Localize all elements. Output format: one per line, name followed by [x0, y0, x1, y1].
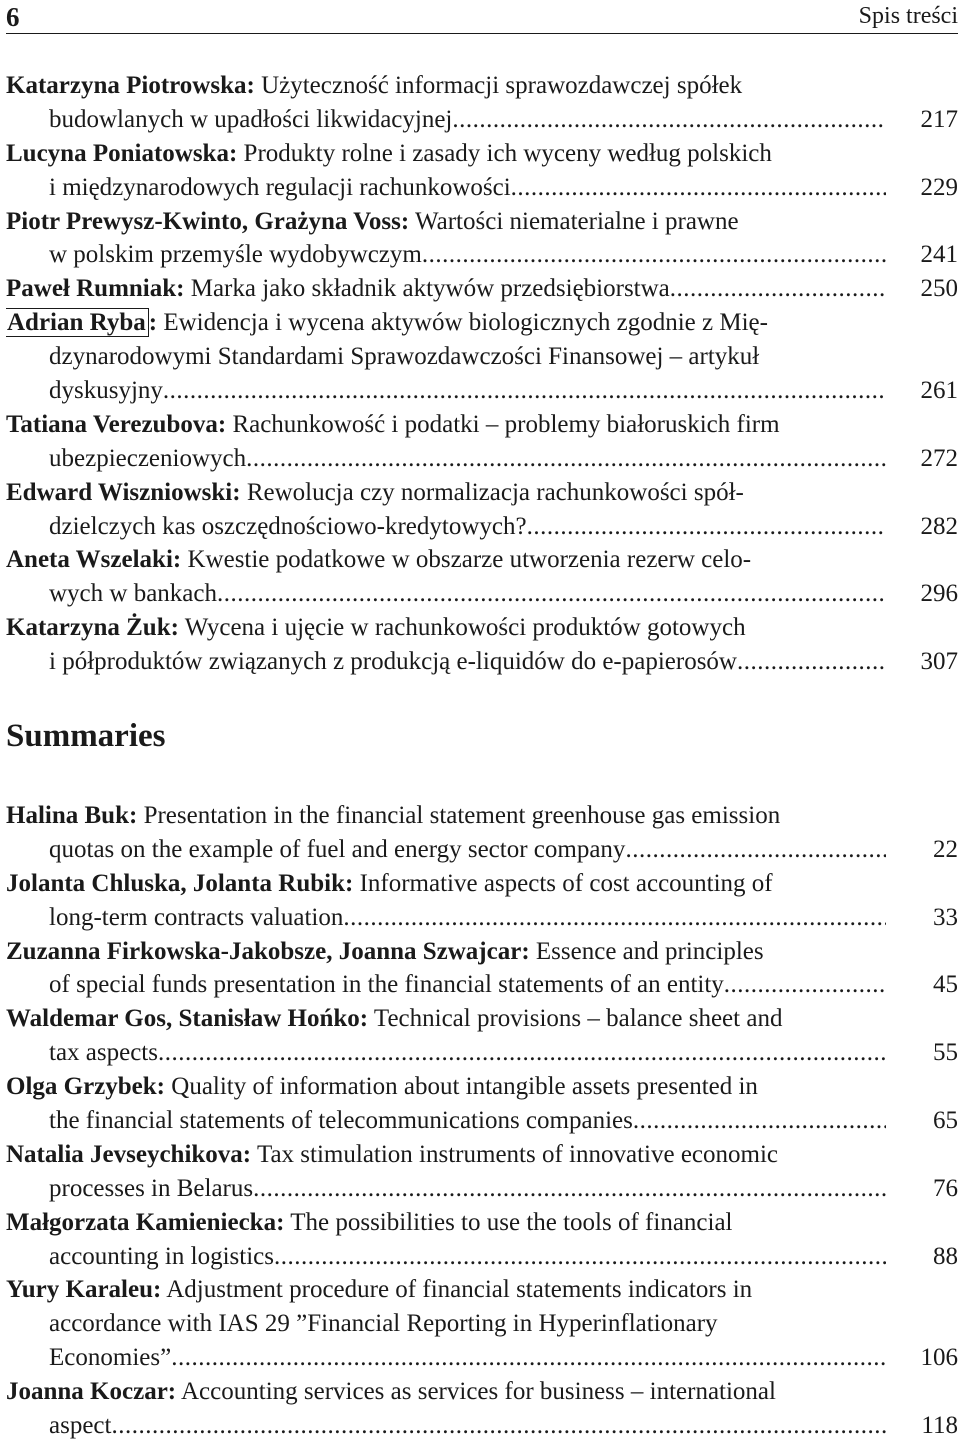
dot-leader	[452, 103, 886, 137]
toc-entry-line	[6, 103, 886, 137]
toc-entry-title-text: wych w bankach	[49, 580, 217, 608]
toc-entry-line	[6, 408, 886, 442]
toc-entry-title-text: Użyteczność informacji sprawozdawczej spółek	[261, 72, 743, 99]
toc-entry-line	[6, 543, 886, 577]
toc-entry-page-number: 106	[920, 1344, 958, 1372]
dot-leader	[171, 1341, 886, 1375]
toc-entry-line	[6, 137, 886, 171]
toc-entry-title-text: the financial statements of telecommunications companies	[49, 1107, 633, 1135]
toc-entry-line	[6, 1002, 886, 1036]
toc-entry-line	[6, 476, 886, 510]
dot-leader	[527, 510, 886, 544]
dot-leader	[511, 171, 886, 205]
toc-entry-line	[6, 935, 886, 969]
toc-entry-line	[6, 799, 886, 833]
toc-entry-line	[6, 1138, 886, 1172]
toc-entry-line	[6, 833, 886, 867]
toc-entry-line	[6, 1172, 886, 1206]
toc-entry-line	[6, 442, 886, 476]
dot-leader	[253, 1172, 886, 1206]
toc-entry-title-text: quotas on the example of fuel and energy sector company	[49, 835, 626, 863]
header-rule	[6, 33, 958, 34]
toc-entry-page-number: 118	[921, 1412, 958, 1440]
toc-entry-author: Zuzanna Firkowska-Jakobsze, Joanna Szwajcar:	[6, 937, 530, 965]
toc-entry-line	[6, 611, 886, 645]
toc-entry	[6, 611, 958, 679]
dot-leader	[246, 442, 886, 476]
toc-entry-title-text: Ewidencja i wycena aktywów biologicznych zgodnie z Mię-	[163, 309, 768, 337]
toc-entry-title-text: Wartości niematerialne i prawne	[415, 207, 739, 235]
toc-entry-title-text: Rewolucja czy normalizacja rachunkowości spół-	[246, 478, 744, 506]
toc-entry-title-text: Kwestie podatkowe w obszarze utworzenia rezerw celo-	[187, 546, 752, 574]
toc-entry-line	[6, 171, 886, 205]
toc-entry-line	[6, 1036, 886, 1070]
toc-entry	[6, 543, 958, 611]
toc-entry	[6, 137, 958, 205]
toc-entry-line	[6, 645, 886, 679]
toc-entry	[6, 69, 958, 137]
page-number: 6	[6, 2, 20, 32]
summaries-heading: Summaries	[6, 718, 166, 754]
toc-entry-title-text: w polskim przemyśle wydobywczym	[49, 241, 422, 269]
toc-entry-title-text: i półproduktów związanych z produkcją e-liquidów do e-papierosów	[49, 648, 737, 676]
toc-entry-page-number: 241	[920, 241, 958, 269]
toc-entry-line	[6, 1341, 886, 1375]
toc-entry-title-text: Economies”	[49, 1344, 172, 1372]
toc-entry-title-text: dyskusyjny	[49, 377, 163, 405]
toc-entry-title-text: Quality of information about intangible assets presented in	[171, 1073, 758, 1101]
toc-entry-line	[6, 1240, 886, 1274]
toc-entry-line	[6, 867, 886, 901]
toc-entry-title-text: accordance with IAS 29 ”Financial Reporting in Hyperinflationary	[49, 1310, 718, 1338]
dot-leader	[343, 901, 886, 935]
toc-entry-title-text: Marka jako składnik aktywów przedsiębiorstwa	[190, 275, 670, 303]
toc-entry	[6, 799, 958, 867]
toc-entry	[6, 1070, 958, 1138]
toc-entry-line	[6, 577, 886, 611]
dot-leader	[422, 238, 886, 272]
toc-entry-line	[6, 1206, 886, 1240]
dot-leader	[625, 833, 886, 867]
toc-entry-page-number: 65	[933, 1107, 958, 1135]
dot-leader	[724, 968, 886, 1002]
toc-entry-title-text: The possibilities to use the tools of financial	[290, 1208, 733, 1236]
toc-entry-title-text: accounting in logistics	[49, 1242, 274, 1270]
toc-entry-title-text: Wycena i ujęcie w rachunkowości produktów gotowych	[184, 614, 746, 642]
toc-entry-page-number: 33	[933, 903, 958, 931]
toc-entry-title-text: Rachunkowość i podatki – problemy białoruskich firm	[232, 410, 780, 438]
toc-entry-line	[6, 1375, 886, 1409]
toc-entry	[6, 1206, 958, 1274]
toc-entry-line	[6, 272, 886, 306]
toc-entry-line	[6, 340, 886, 374]
toc-entry	[6, 1002, 958, 1070]
toc-entry-title-text: Tax stimulation instruments of innovative economic	[256, 1140, 779, 1168]
toc-entry-line	[6, 1070, 886, 1104]
toc-entry-page-number: 76	[933, 1174, 958, 1202]
toc-entry-page-number: 88	[933, 1242, 958, 1270]
toc-entry-page-number: 55	[933, 1039, 958, 1067]
dot-leader	[274, 1240, 886, 1274]
toc-entry-line	[6, 1273, 886, 1307]
toc-entry-author: Olga Grzybek:	[6, 1073, 166, 1101]
dot-leader	[633, 1104, 886, 1138]
dot-leader	[737, 645, 886, 679]
toc-entry	[6, 205, 958, 273]
toc-entry	[6, 408, 958, 476]
toc-entry	[6, 867, 958, 935]
toc-entry-title-text: tax aspects	[49, 1039, 158, 1067]
toc-entry-author-suffix: :	[148, 309, 158, 337]
toc-entry-author: Paweł Rumniak:	[6, 275, 185, 303]
toc-entry-author: Lucyna Poniatowska:	[6, 139, 238, 167]
toc-entry-author: Piotr Prewysz-Kwinto, Grażyna Voss:	[6, 207, 410, 235]
running-title: Spis treści	[858, 3, 958, 29]
toc-entry-author: Małgorzata Kamieniecka:	[6, 1208, 285, 1236]
dot-leader	[670, 272, 886, 306]
toc-entry-line	[6, 1307, 886, 1341]
toc-entry-page-number: 250	[920, 275, 958, 303]
toc-entry-page-number: 282	[920, 512, 958, 540]
toc-entry-author: Edward Wiszniowski:	[6, 478, 241, 506]
toc-entry-page-number: 296	[920, 580, 958, 608]
dot-leader	[158, 1036, 886, 1070]
toc-entry-line	[6, 238, 886, 272]
toc-entry	[6, 476, 958, 544]
toc-entry-title-text: of special funds presentation in the financial statements of an entity	[49, 971, 724, 999]
toc-entry-title-text: dzielczych kas oszczędnościowo-kredytowych?	[49, 512, 527, 540]
toc-entry-page-number: 217	[920, 105, 958, 133]
toc-entry-title-text: ubezpieczeniowych	[49, 444, 247, 472]
toc-entry-title-text: aspect	[49, 1412, 112, 1440]
dot-leader	[217, 577, 886, 611]
toc-entry-title-text: Technical provisions – balance sheet and	[373, 1005, 783, 1033]
toc-polish-section	[6, 69, 958, 679]
toc-entry-title-text: Accounting services as services for business – international	[181, 1378, 776, 1406]
toc-entry-line	[6, 374, 886, 408]
toc-entry-page-number: 45	[933, 971, 958, 999]
toc-entry-line	[6, 69, 886, 103]
toc-entry-title-text: i międzynarodowych regulacji rachunkowości	[49, 173, 511, 201]
running-header	[6, 2, 958, 34]
toc-entry-author: Aneta Wszelaki:	[6, 546, 182, 574]
toc-entry-author: Yury Karaleu:	[6, 1276, 162, 1304]
toc-entry-author: Tatiana Verezubova:	[6, 410, 227, 438]
toc-entry-author: Adrian Ryba	[6, 308, 149, 337]
toc-entry-line	[6, 1104, 886, 1138]
toc-entry-title-text: Essence and principles	[535, 937, 764, 965]
toc-entry-author: Natalia Jevseychikova:	[6, 1140, 252, 1168]
toc-entry-title-text: long-term contracts valuation	[49, 903, 344, 931]
toc-entry-author: Jolanta Chluska, Jolanta Rubik:	[6, 869, 354, 897]
toc-summaries-section	[6, 799, 958, 1443]
toc-entry-line	[6, 968, 886, 1002]
toc-entry	[6, 935, 958, 1003]
toc-entry-page-number: 307	[920, 648, 958, 676]
toc-entry-line	[6, 510, 886, 544]
toc-entry-author: Joanna Koczar:	[6, 1378, 177, 1406]
toc-entry	[6, 1273, 958, 1375]
toc-entry-page-number: 272	[920, 444, 958, 472]
toc-entry-page-number: 22	[933, 835, 958, 863]
toc-entry-title-text: Informative aspects of cost accounting of	[359, 869, 773, 897]
toc-entry-line	[6, 901, 886, 935]
toc-entry-line	[6, 205, 886, 239]
toc-entry-title-text: Presentation in the financial statement greenhouse gas emission	[143, 802, 781, 829]
toc-entry-title-text: dzynarodowymi Standardami Sprawozdawczości Finansowej – artykuł	[49, 343, 760, 371]
toc-entry-title-text: Produkty rolne i zasady ich wyceny według polskich	[243, 139, 772, 167]
toc-entry-line	[6, 306, 886, 340]
toc-entry-title-text: processes in Belarus	[49, 1174, 254, 1202]
toc-entry-title-text: Adjustment procedure of financial statements indicators in	[166, 1276, 753, 1304]
toc-entry-page-number: 261	[920, 377, 958, 405]
toc-entry-title-text: budowlanych w upadłości likwidacyjnej	[49, 105, 453, 133]
toc-entry	[6, 306, 958, 408]
toc-entry-author: Waldemar Gos, Stanisław Hońko:	[6, 1005, 369, 1033]
toc-entry	[6, 1138, 958, 1206]
toc-entry	[6, 272, 958, 306]
toc-entry	[6, 1375, 958, 1443]
dot-leader	[163, 374, 886, 408]
toc-entry-author: Katarzyna Piotrowska:	[6, 72, 255, 99]
toc-entry-author: Halina Buk:	[6, 802, 138, 829]
toc-entry-page-number: 229	[920, 173, 958, 201]
toc-entry-author: Katarzyna Żuk:	[6, 614, 179, 642]
